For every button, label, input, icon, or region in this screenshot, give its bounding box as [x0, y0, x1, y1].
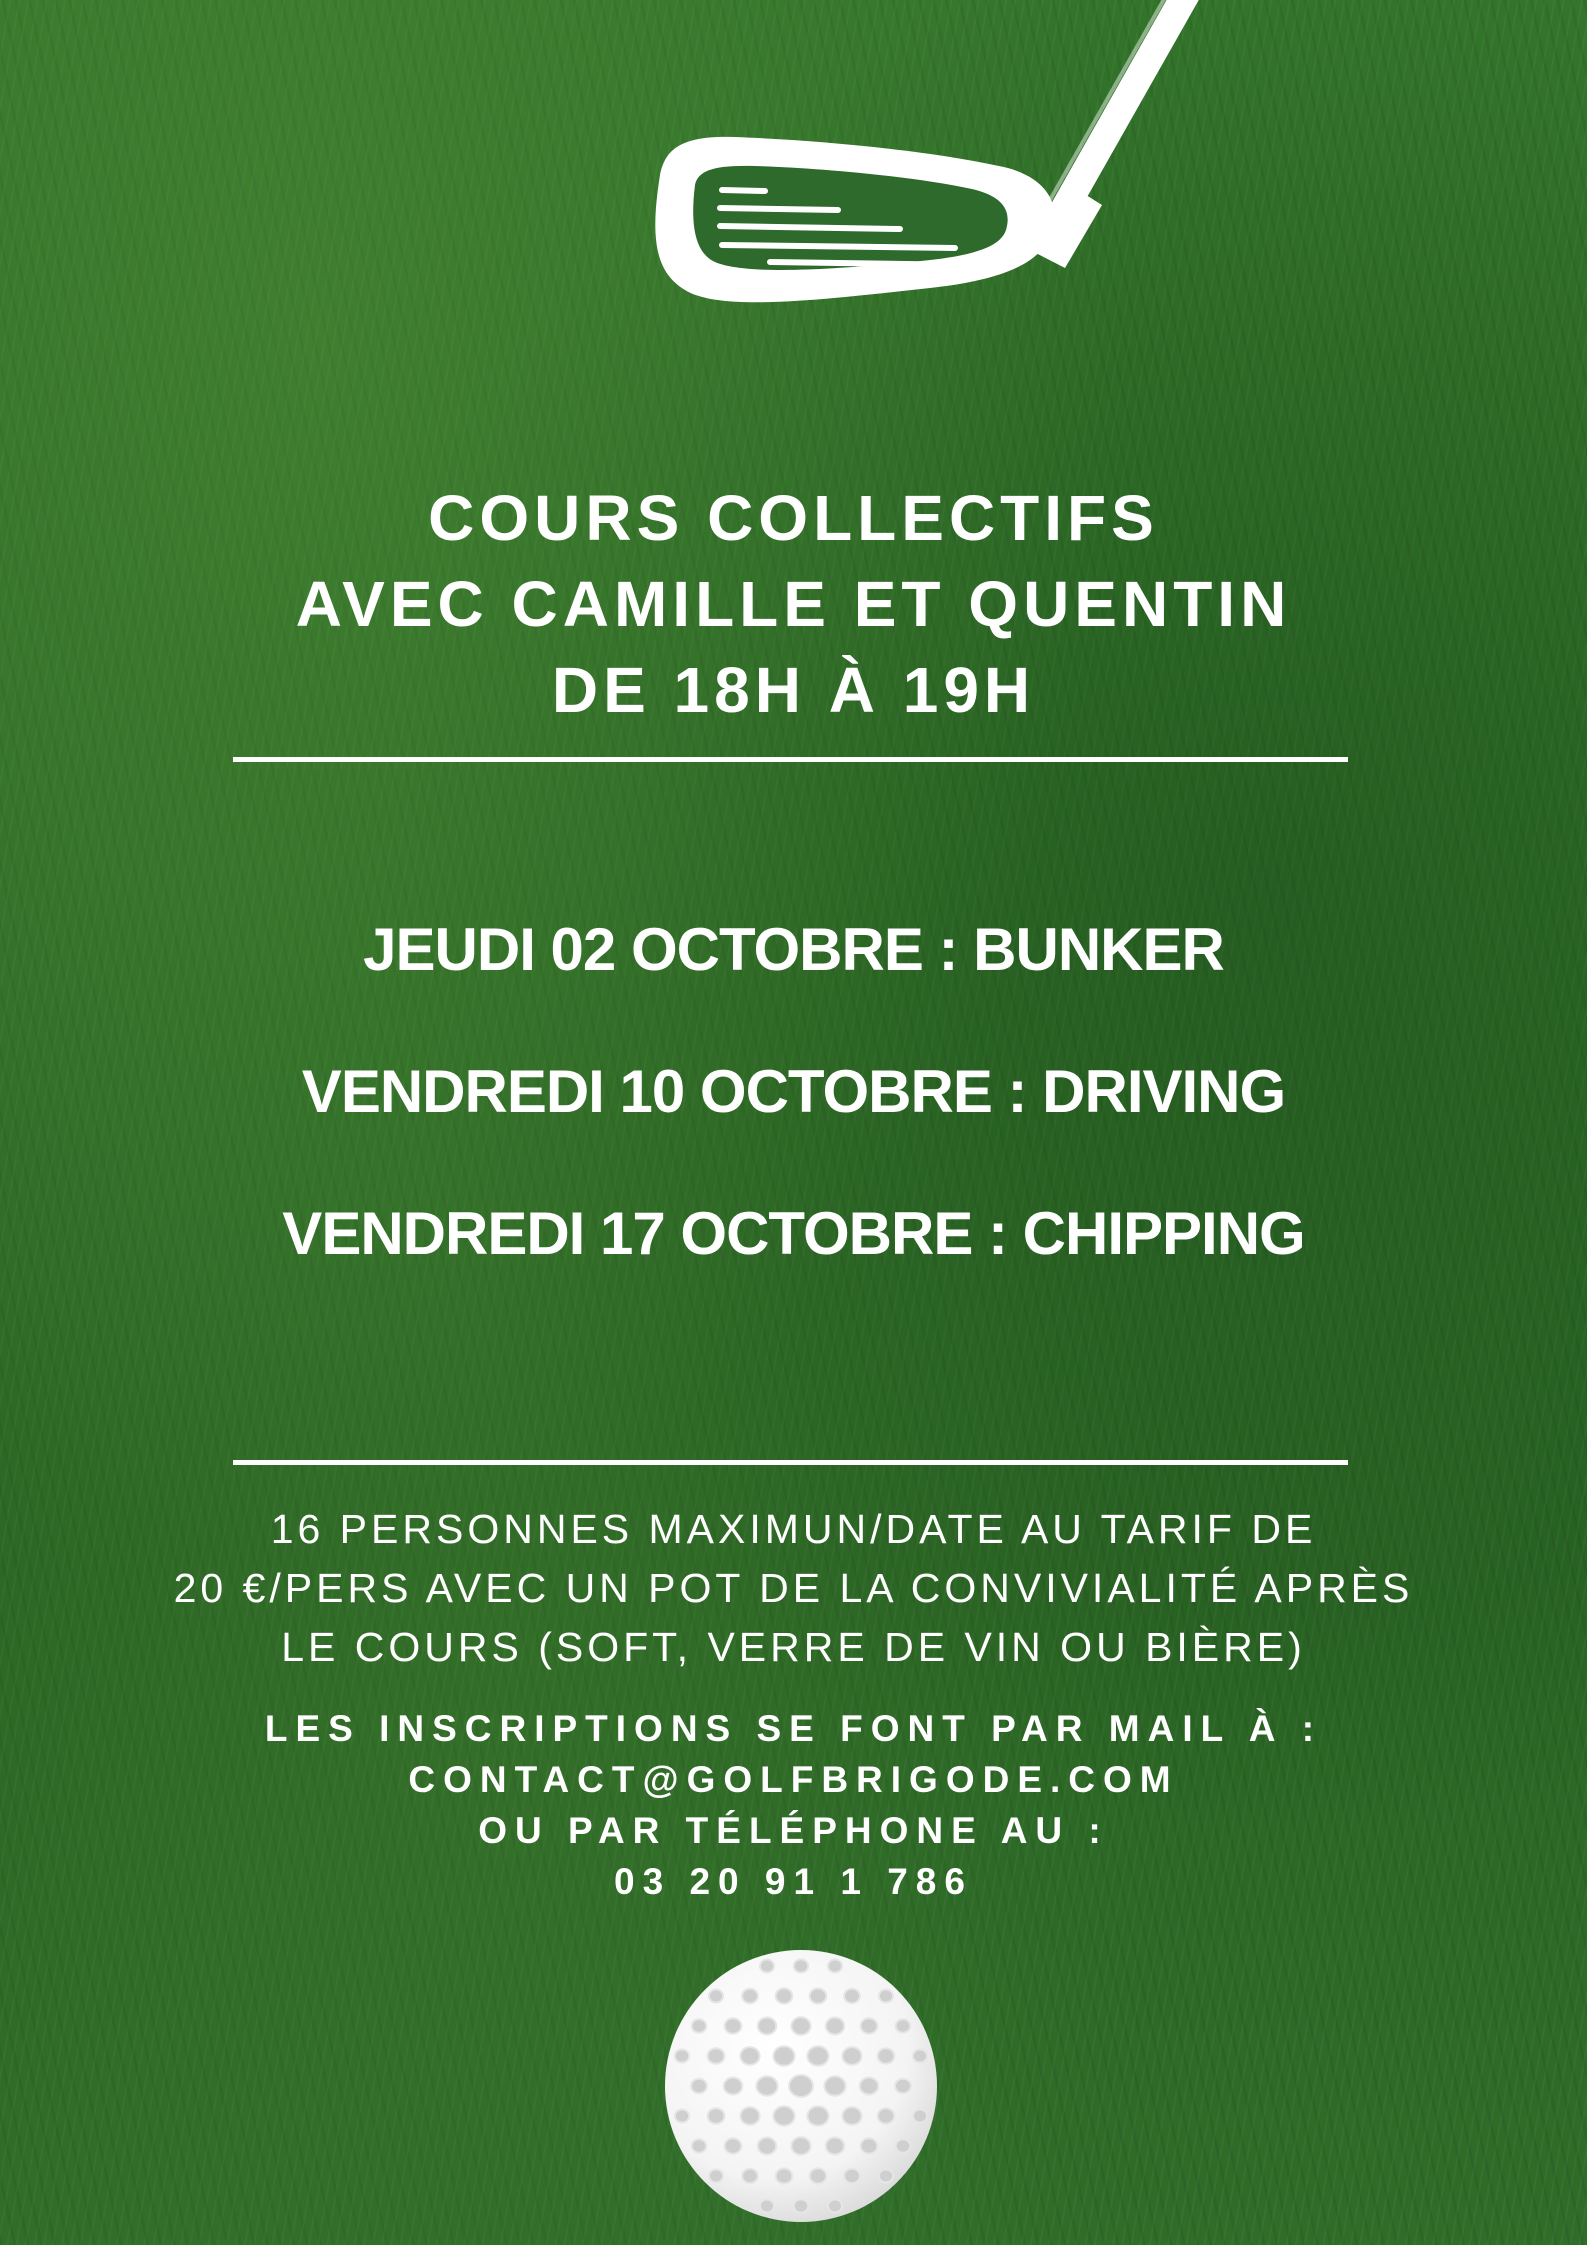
ball-dimple	[740, 2107, 759, 2125]
ball-dimple	[773, 2106, 794, 2125]
ball-dimple	[675, 2109, 689, 2122]
contact-info	[0, 1703, 1587, 1907]
ball-dimple	[709, 2170, 723, 2183]
ball-dimple	[742, 2169, 758, 2183]
title-line-1: COURS COLLECTIFS	[428, 482, 1159, 554]
page-title	[0, 475, 1587, 733]
ball-dimple	[725, 2018, 742, 2033]
ball-dimple	[828, 2200, 842, 2213]
contact-phone: 03 20 91 1 786	[614, 1861, 973, 1902]
ball-dimple	[861, 2018, 878, 2033]
ball-dimple	[878, 2108, 895, 2123]
ball-dimple	[826, 2138, 845, 2155]
session-list	[0, 915, 1587, 1341]
pricing-info	[0, 1500, 1587, 1677]
contact-email: CONTACT@GOLFBRIGODE.COM	[408, 1759, 1179, 1800]
ball-dimple	[824, 2076, 845, 2096]
ball-dimple	[913, 2049, 927, 2062]
ball-dimple	[807, 2046, 828, 2065]
golf-club-icon	[610, 0, 1210, 400]
ball-dimple	[776, 2168, 793, 2183]
ball-dimple	[760, 2200, 774, 2213]
ball-dimple	[758, 2138, 777, 2155]
ball-dimple	[828, 1960, 842, 1973]
ball-dimple	[740, 2047, 759, 2065]
ball-dimple	[896, 2139, 911, 2152]
ball-dimple	[826, 2018, 845, 2035]
info-line-1: 16 PERSONNES MAXIMUN/DATE AU TARIF DE	[270, 1506, 1317, 1552]
ball-dimple	[791, 2017, 810, 2035]
title-line-3: DE 18H À 19H	[551, 654, 1036, 726]
ball-dimple	[842, 2107, 861, 2125]
divider-top	[233, 757, 1348, 762]
ball-dimple	[725, 2138, 742, 2153]
ball-dimple	[860, 2077, 879, 2094]
contact-line-1: LES INSCRIPTIONS SE FONT PAR MAIL À :	[264, 1708, 1323, 1749]
ball-dimple	[807, 2106, 828, 2125]
ball-dimple	[708, 2048, 725, 2063]
ball-dimple	[879, 1990, 893, 2003]
ball-dimple	[878, 2048, 895, 2063]
ball-dimple	[895, 2079, 911, 2094]
ball-dimple	[724, 2077, 743, 2094]
divider-bottom	[233, 1460, 1348, 1465]
ball-dimple	[742, 1989, 758, 2003]
ball-dimple	[776, 1988, 793, 2003]
ball-dimple	[692, 2139, 707, 2152]
ball-dimple	[842, 2047, 861, 2065]
title-line-2: AVEC CAMILLE ET QUENTIN	[295, 568, 1292, 640]
ball-dimple	[791, 2137, 810, 2155]
ball-dimple	[708, 2108, 725, 2123]
ball-dimple	[794, 2199, 808, 2212]
golf-ball-icon	[663, 1948, 939, 2224]
ball-dimple	[789, 2075, 813, 2097]
ball-dimple	[896, 2019, 911, 2032]
ball-dimple	[794, 1959, 808, 1972]
ball-dimple	[913, 2109, 927, 2122]
session-item-chipping: VENDREDI 17 OCTOBRE : CHIPPING	[282, 1200, 1305, 1267]
ball-dimple	[810, 2168, 827, 2183]
ball-dimple	[844, 2169, 860, 2183]
ball-dimple	[758, 2018, 777, 2035]
ball-dimple	[709, 1990, 723, 2003]
session-item-driving: VENDREDI 10 OCTOBRE : DRIVING	[301, 1058, 1286, 1125]
contact-line-3: OU PAR TÉLÉPHONE AU :	[478, 1810, 1109, 1851]
ball-dimple	[675, 2049, 689, 2062]
info-line-2: 20 €/PERS AVEC UN POT DE LA CONVIVIALITÉ APRÈS	[173, 1565, 1414, 1611]
ball-dimple	[879, 2170, 893, 2183]
ball-dimple	[861, 2138, 878, 2153]
ball-dimple	[773, 2046, 794, 2065]
ball-dimple	[692, 2019, 707, 2032]
ball-dimple	[844, 1989, 860, 2003]
info-line-3: LE COURS (SOFT, VERRE DE VIN OU BIÈRE)	[281, 1624, 1306, 1670]
ball-dimple	[756, 2076, 777, 2096]
ball-dimple	[691, 2079, 707, 2094]
ball-dimple	[760, 1960, 774, 1973]
ball-dimple	[810, 1988, 827, 2003]
session-item-bunker: JEUDI 02 OCTOBRE : BUNKER	[363, 916, 1224, 983]
